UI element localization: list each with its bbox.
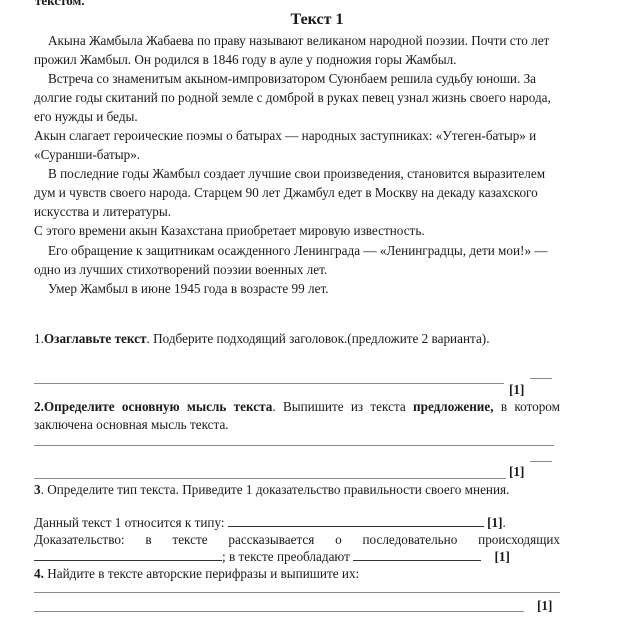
question-2-bold-2: предложение,	[413, 399, 494, 414]
paragraph-7: Умер Жамбыл в июне 1945 года в возрасте 99 лет.	[48, 280, 329, 296]
paragraph-3: Акын слагает героические поэмы о батырах — народных заступниках: «Утеген-батыр» и «Суранши-батыр».	[34, 128, 537, 163]
question-2-score-line	[530, 461, 552, 462]
question-3-mark-1: [1]	[487, 515, 503, 530]
cut-off-heading: текстом.	[35, 0, 85, 8]
question-1-text: . Подберите подходящий заголовок.(предложите 2 варианта).	[146, 331, 490, 346]
question-3	[34, 481, 560, 499]
question-4-text: Найдите в тексте авторские перифразы и выпишите их:	[43, 566, 360, 581]
question-3-type-end: .	[502, 515, 506, 530]
paragraph-2: Встреча со знаменитым акыном-импровизатором Суюнбаем решила судьбу юноши. За долгие годы скитаний по родной земле с домброй в руках певец узнал жизнь своего народа, его нужды и беды.	[34, 71, 551, 125]
question-1-mark: [1]	[509, 382, 525, 397]
question-4	[34, 565, 560, 583]
question-3-type-row	[34, 514, 560, 531]
paragraph-5: С этого времени акын Казахстана приобретает мировую известность.	[34, 223, 425, 239]
question-3-proof-row-2	[34, 548, 560, 565]
question-1-score-line	[530, 378, 552, 379]
paragraph-4: В последние годы Жамбыл создает лучшие свои произведения, становится выразителем дум и чувств своего народа. Старцем 90 лет Джамбул едет в Москву на декаду казахского искусства и литературы.	[34, 166, 546, 220]
question-4-answer-line-2[interactable]	[34, 611, 524, 612]
question-2-number: 2.	[34, 399, 44, 414]
question-4-mark: [1]	[537, 598, 553, 613]
question-2-mark: [1]	[509, 464, 525, 479]
question-3-mark-2: [1]	[494, 549, 510, 564]
paragraph-1: Акына Жамбыла Жабаева по праву называют великаном народной поэзии. Почти сто лет прожил Жамбыл. Он родился в 1846 году в ауле у подножия горы Жамбыл.	[34, 33, 550, 68]
question-2-text: в котором заключена основная мысль текста.	[34, 399, 560, 432]
question-2	[34, 398, 560, 433]
question-1-number: 1.	[34, 331, 44, 346]
question-3-proof-blank-2[interactable]	[353, 548, 481, 561]
question-3-text: . Определите тип текста. Приведите 1 доказательство правильности своего мнения.	[40, 482, 510, 497]
question-3-proof-row: Доказательство: в тексте рассказывается о последовательно происходящих	[34, 532, 560, 547]
question-2-mid: . Выпишите из текста	[272, 399, 414, 414]
question-4-answer-line-1[interactable]	[34, 592, 560, 593]
question-1-bold: Озаглавьте текст	[43, 331, 147, 346]
question-3-type-blank[interactable]	[228, 514, 484, 527]
question-2-answer-line-2[interactable]	[34, 478, 506, 479]
paragraph-6: Его обращение к защитникам осажденного Ленинграда — «Ленинградцы, дети мои!» — одно из лучших стихотворений поэзии военных лет.	[34, 242, 548, 277]
question-3-number: 3	[34, 482, 41, 497]
question-3-proof-mid: ; в тексте преобладают	[222, 549, 350, 564]
question-4-number: 4.	[34, 566, 44, 581]
question-1-answer-line[interactable]	[34, 383, 504, 384]
question-1	[34, 330, 560, 348]
question-3-proof-blank-1[interactable]	[34, 548, 222, 561]
question-2-bold: Определите основную мысль текста	[43, 399, 273, 414]
question-3-type-label: Данный текст 1 относится к типу:	[34, 515, 225, 530]
text-body	[34, 31, 564, 298]
page-title: Текст 1	[290, 11, 344, 28]
question-2-answer-line-1[interactable]	[34, 445, 554, 446]
